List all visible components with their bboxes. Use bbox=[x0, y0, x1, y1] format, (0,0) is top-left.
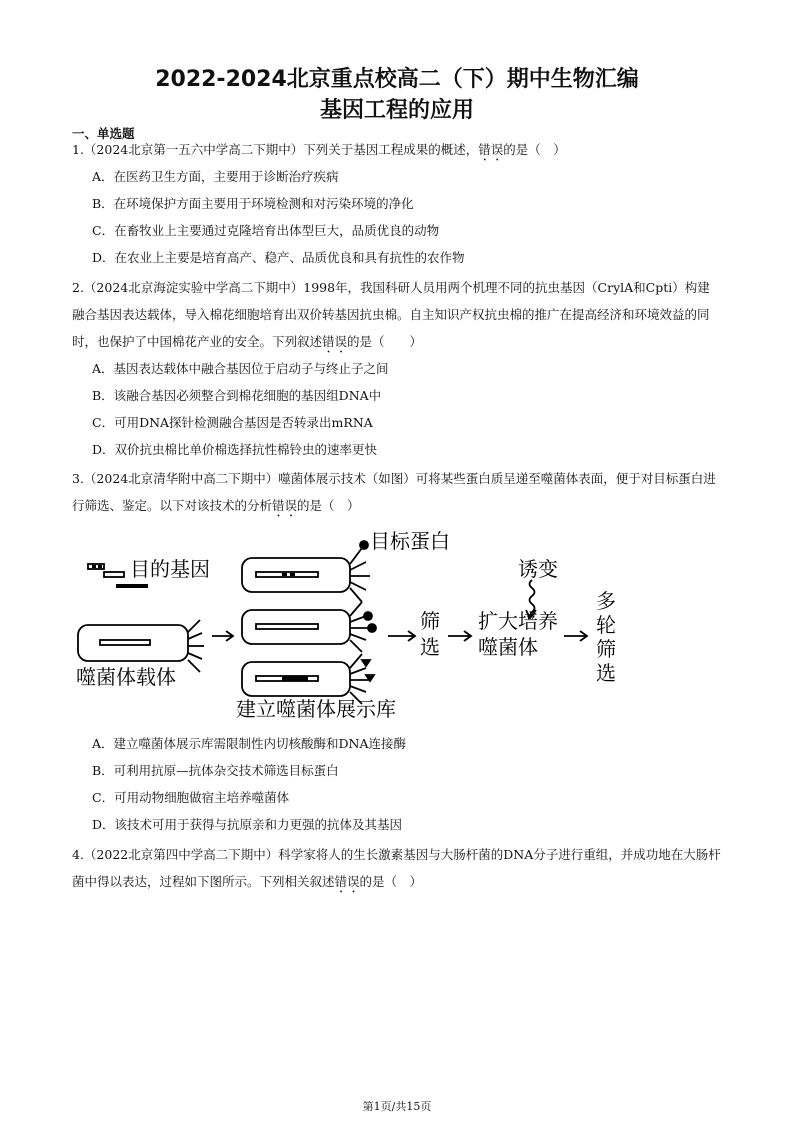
gene-fragment-dark bbox=[116, 584, 148, 588]
page-footer: 第1页/共15页 bbox=[362, 1100, 432, 1113]
label-multi-1: 多 bbox=[596, 589, 616, 613]
label-multi-2: 轮 bbox=[596, 613, 616, 637]
question-2: 2.（2024北京海淀实验中学高二下期中）1998年，我国科研人员用两个机理不同的抗虫基因（CrylA和Cpti）构建融合基因表达载体，导入棉花细胞培育出双价转基因抗虫棉。自主知识产权抗虫棉的推广在提高经济和环境效益的同时，也保护了中国棉花产业的安全。下列叙述错误的是（ ） bbox=[72, 280, 710, 349]
question-4: 4.（2022北京第四中学高二下期中）科学家将人的生长激素基因与大肠杆菌的DNA分子进行重组，并成功地在大肠杆菌中得以表达，过程如下图所示。下列相关叙述错误的是（ ） bbox=[72, 847, 721, 889]
label-amplify-1: 扩大培养 bbox=[478, 609, 558, 633]
label-target-gene: 目的基因 bbox=[130, 557, 210, 581]
q1-option-c: C．在畜牧业上主要通过克隆培育出体型巨大，品质优良的动物 bbox=[92, 223, 440, 238]
label-target-protein: 目标蛋白 bbox=[370, 529, 450, 553]
library-phage-2 bbox=[242, 602, 376, 652]
library-phage-1 bbox=[242, 541, 370, 602]
q3-option-d: D．该技术可用于获得与抗原亲和力更强的抗体及其基因 bbox=[92, 817, 403, 832]
q3-option-c: C．可用动物细胞做宿主培养噬菌体 bbox=[92, 790, 290, 805]
label-multi-4: 选 bbox=[596, 661, 616, 685]
gene-fragment-medium bbox=[104, 572, 124, 577]
q1-option-d: D．在农业上主要是培育高产、稳产、品质优良和具有抗性的农作物 bbox=[92, 250, 465, 265]
question-3: 3.（2024北京清华附中高二下期中）噬菌体展示技术（如图）可将某些蛋白质呈递至噬菌体表面，便于对目标蛋白进行筛选、鉴定。以下对该技术的分析错误的是（ ） bbox=[72, 471, 716, 513]
label-library: 建立噬菌体展示库 bbox=[236, 697, 396, 720]
q3-option-b: B．可利用抗原—抗体杂交技术筛选目标蛋白 bbox=[92, 763, 339, 778]
phage-display-figure bbox=[70, 520, 630, 720]
q2-option-a: A．基因表达载体中融合基因位于启动子与终止子之间 bbox=[92, 361, 389, 376]
label-multi-3: 筛 bbox=[596, 637, 616, 661]
q1-option-a: A．在医药卫生方面，主要用于诊断治疗疾病 bbox=[92, 169, 339, 184]
label-vector: 噬菌体载体 bbox=[76, 665, 176, 689]
section-heading: 一、单选题 bbox=[72, 126, 135, 141]
label-screen-2: 选 bbox=[420, 635, 440, 659]
q2-option-c: C．可用DNA探针检测融合基因是否转录出mRNA bbox=[92, 415, 373, 430]
protein-dot bbox=[360, 541, 368, 549]
question-1: 1.（2024北京第一五六中学高二下期中）下列关于基因工程成果的概述，错误的是（ ） bbox=[72, 142, 566, 157]
doc-subtitle: 基因工程的应用 bbox=[319, 98, 474, 123]
label-mutagenesis: 诱变 bbox=[518, 557, 558, 581]
q3-option-a: A．建立噬菌体展示库需限制性内切核酸酶和DNA连接酶 bbox=[92, 736, 407, 751]
label-amplify-2: 噬菌体 bbox=[478, 635, 538, 659]
doc-title: 2022-2024北京重点校高二（下）期中生物汇编 bbox=[155, 67, 639, 92]
q2-option-b: B．该融合基因必须整合到棉花细胞的基因组DNA中 bbox=[92, 388, 382, 403]
label-screen-1: 筛 bbox=[420, 609, 440, 633]
q1-option-b: B．在环境保护方面主要用于环境检测和对污染环境的净化 bbox=[92, 196, 414, 211]
q2-option-d: D．双价抗虫棉比单价棉选择抗性棉铃虫的速率更快 bbox=[92, 442, 378, 457]
